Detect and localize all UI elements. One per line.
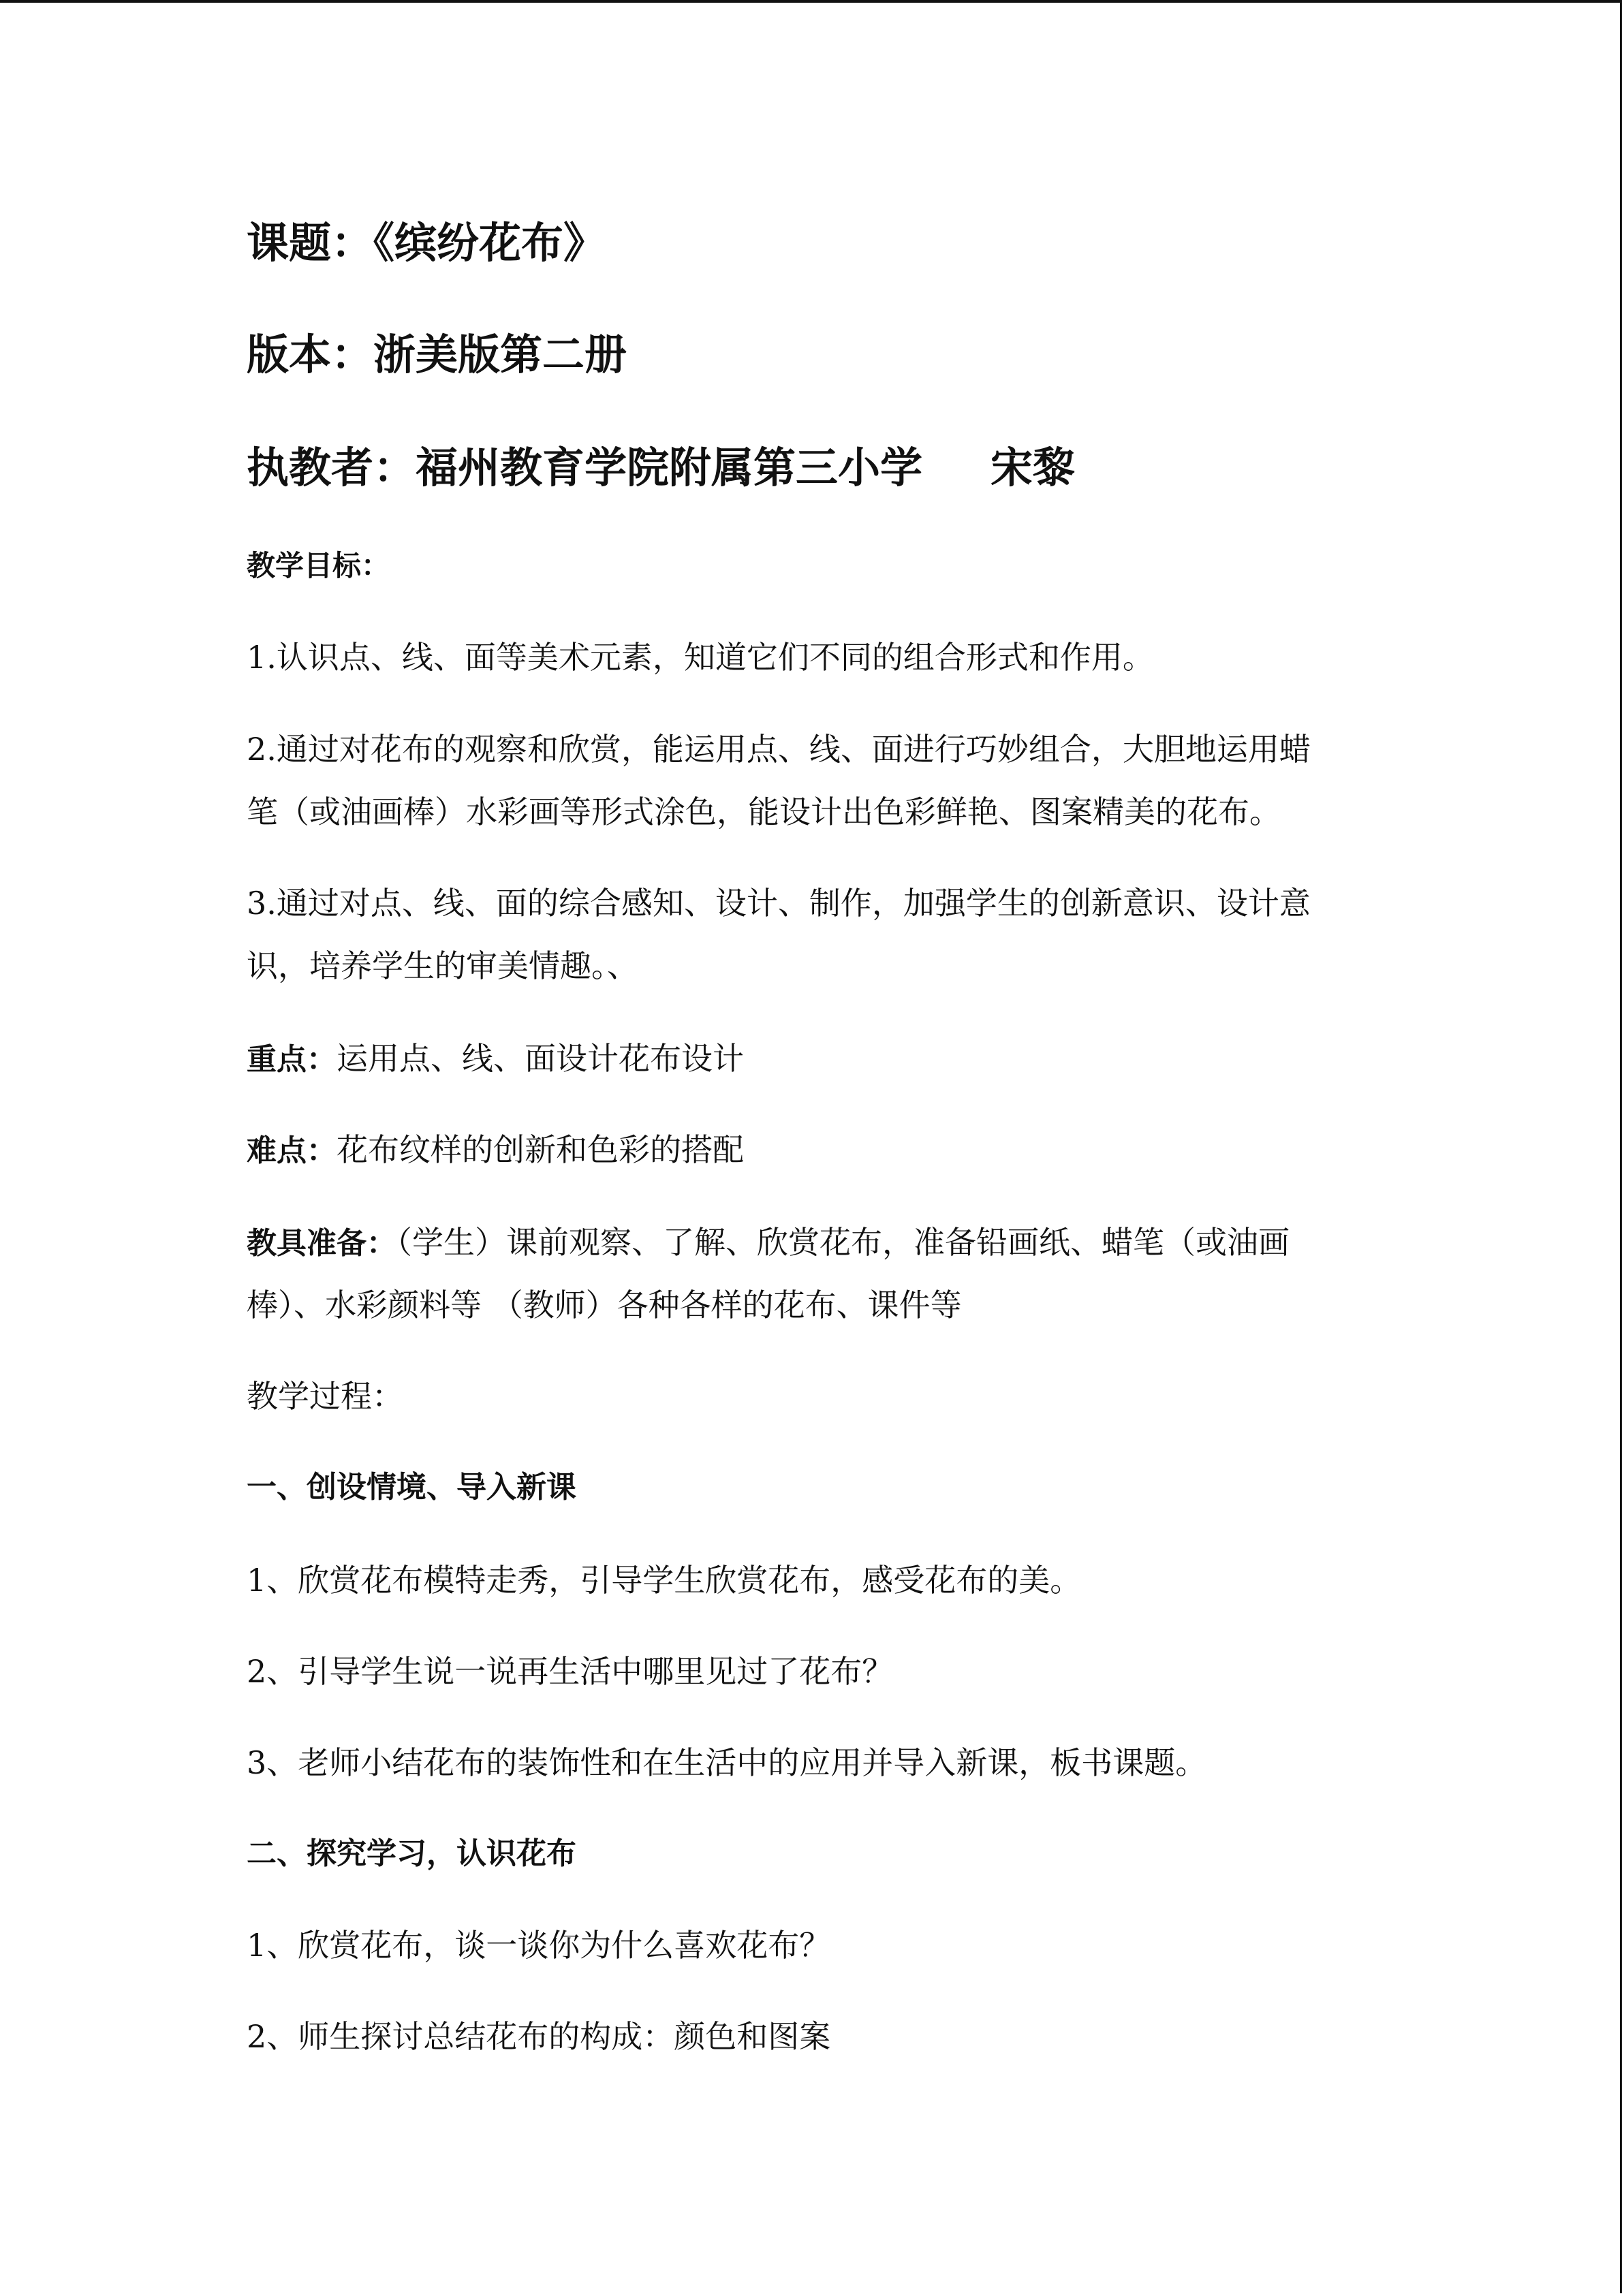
- materials-line-1: [247, 1224, 1290, 1261]
- teacher-name: 宋黎: [991, 443, 1076, 492]
- difficulty-line: [247, 1131, 744, 1168]
- objective-3-line-2: 识，培养学生的审美情趣。、: [247, 947, 638, 984]
- key-point-line: [247, 1040, 744, 1077]
- process-heading: 教学过程：: [247, 1378, 403, 1415]
- topic-line: [247, 218, 606, 268]
- materials-line-2: 棒）、水彩颜料等 （教师）各种各样的花布、课件等: [247, 1287, 962, 1323]
- objective-2-line-1: 2.通过对花布的观察和欣赏，能运用点、线、面进行巧妙组合，大胆地运用蜡: [247, 731, 1311, 768]
- section-2-step-1: 1、欣赏花布，谈一谈你为什么喜欢花布？: [247, 1927, 831, 1964]
- materials-label: 教具准备：: [247, 1226, 396, 1261]
- teacher-label: 执教者：: [247, 443, 416, 492]
- edition-line: [247, 330, 627, 379]
- document-page: [0, 3, 1622, 2296]
- topic-value: 《缤纷花布》: [373, 218, 606, 268]
- section-1-step-3: 3、老师小结花布的装饰性和在生活中的应用并导入新课，板书课题。: [247, 1744, 1207, 1781]
- objective-2-line-2: 笔（或油画棒）水彩画等形式涂色，能设计出色彩鲜艳、图案精美的花布。: [247, 793, 1281, 830]
- key-point-label: 重点：: [247, 1042, 337, 1077]
- key-point-text: 运用点、线、面设计花布设计: [337, 1040, 744, 1077]
- difficulty-label: 难点：: [247, 1133, 337, 1168]
- teacher-line: [247, 443, 1076, 492]
- objectives-heading: 教学目标：: [247, 549, 390, 582]
- edition-value: 浙美版第二册: [373, 330, 627, 379]
- teacher-school: 福州教育学院附属第三小学: [416, 443, 923, 492]
- section-1-step-2: 2、引导学生说一说再生活中哪里见过了花布？: [247, 1653, 894, 1690]
- objective-3-line-1: 3.通过对点、线、面的综合感知、设计、制作，加强学生的创新意识、设计意: [247, 885, 1311, 922]
- section-1-title: 一、创设情境、导入新课: [247, 1470, 576, 1505]
- topic-label: 课题：: [247, 218, 374, 268]
- edition-label: 版本：: [247, 330, 374, 379]
- objective-1-line-1: 1.认识点、线、面等美术元素，知道它们不同的组合形式和作用。: [247, 639, 1154, 676]
- section-1-step-1: 1、欣赏花布模特走秀，引导学生欣赏花布，感受花布的美。: [247, 1562, 1082, 1599]
- materials-text-1: （学生）课前观察、了解、欣赏花布，准备铅画纸、蜡笔（或油画: [396, 1224, 1290, 1261]
- section-2-title: 二、探究学习，认识花布: [247, 1836, 576, 1871]
- difficulty-text: 花布纹样的创新和色彩的搭配: [337, 1131, 744, 1168]
- section-2-step-2: 2、师生探讨总结花布的构成：颜色和图案: [247, 2018, 831, 2055]
